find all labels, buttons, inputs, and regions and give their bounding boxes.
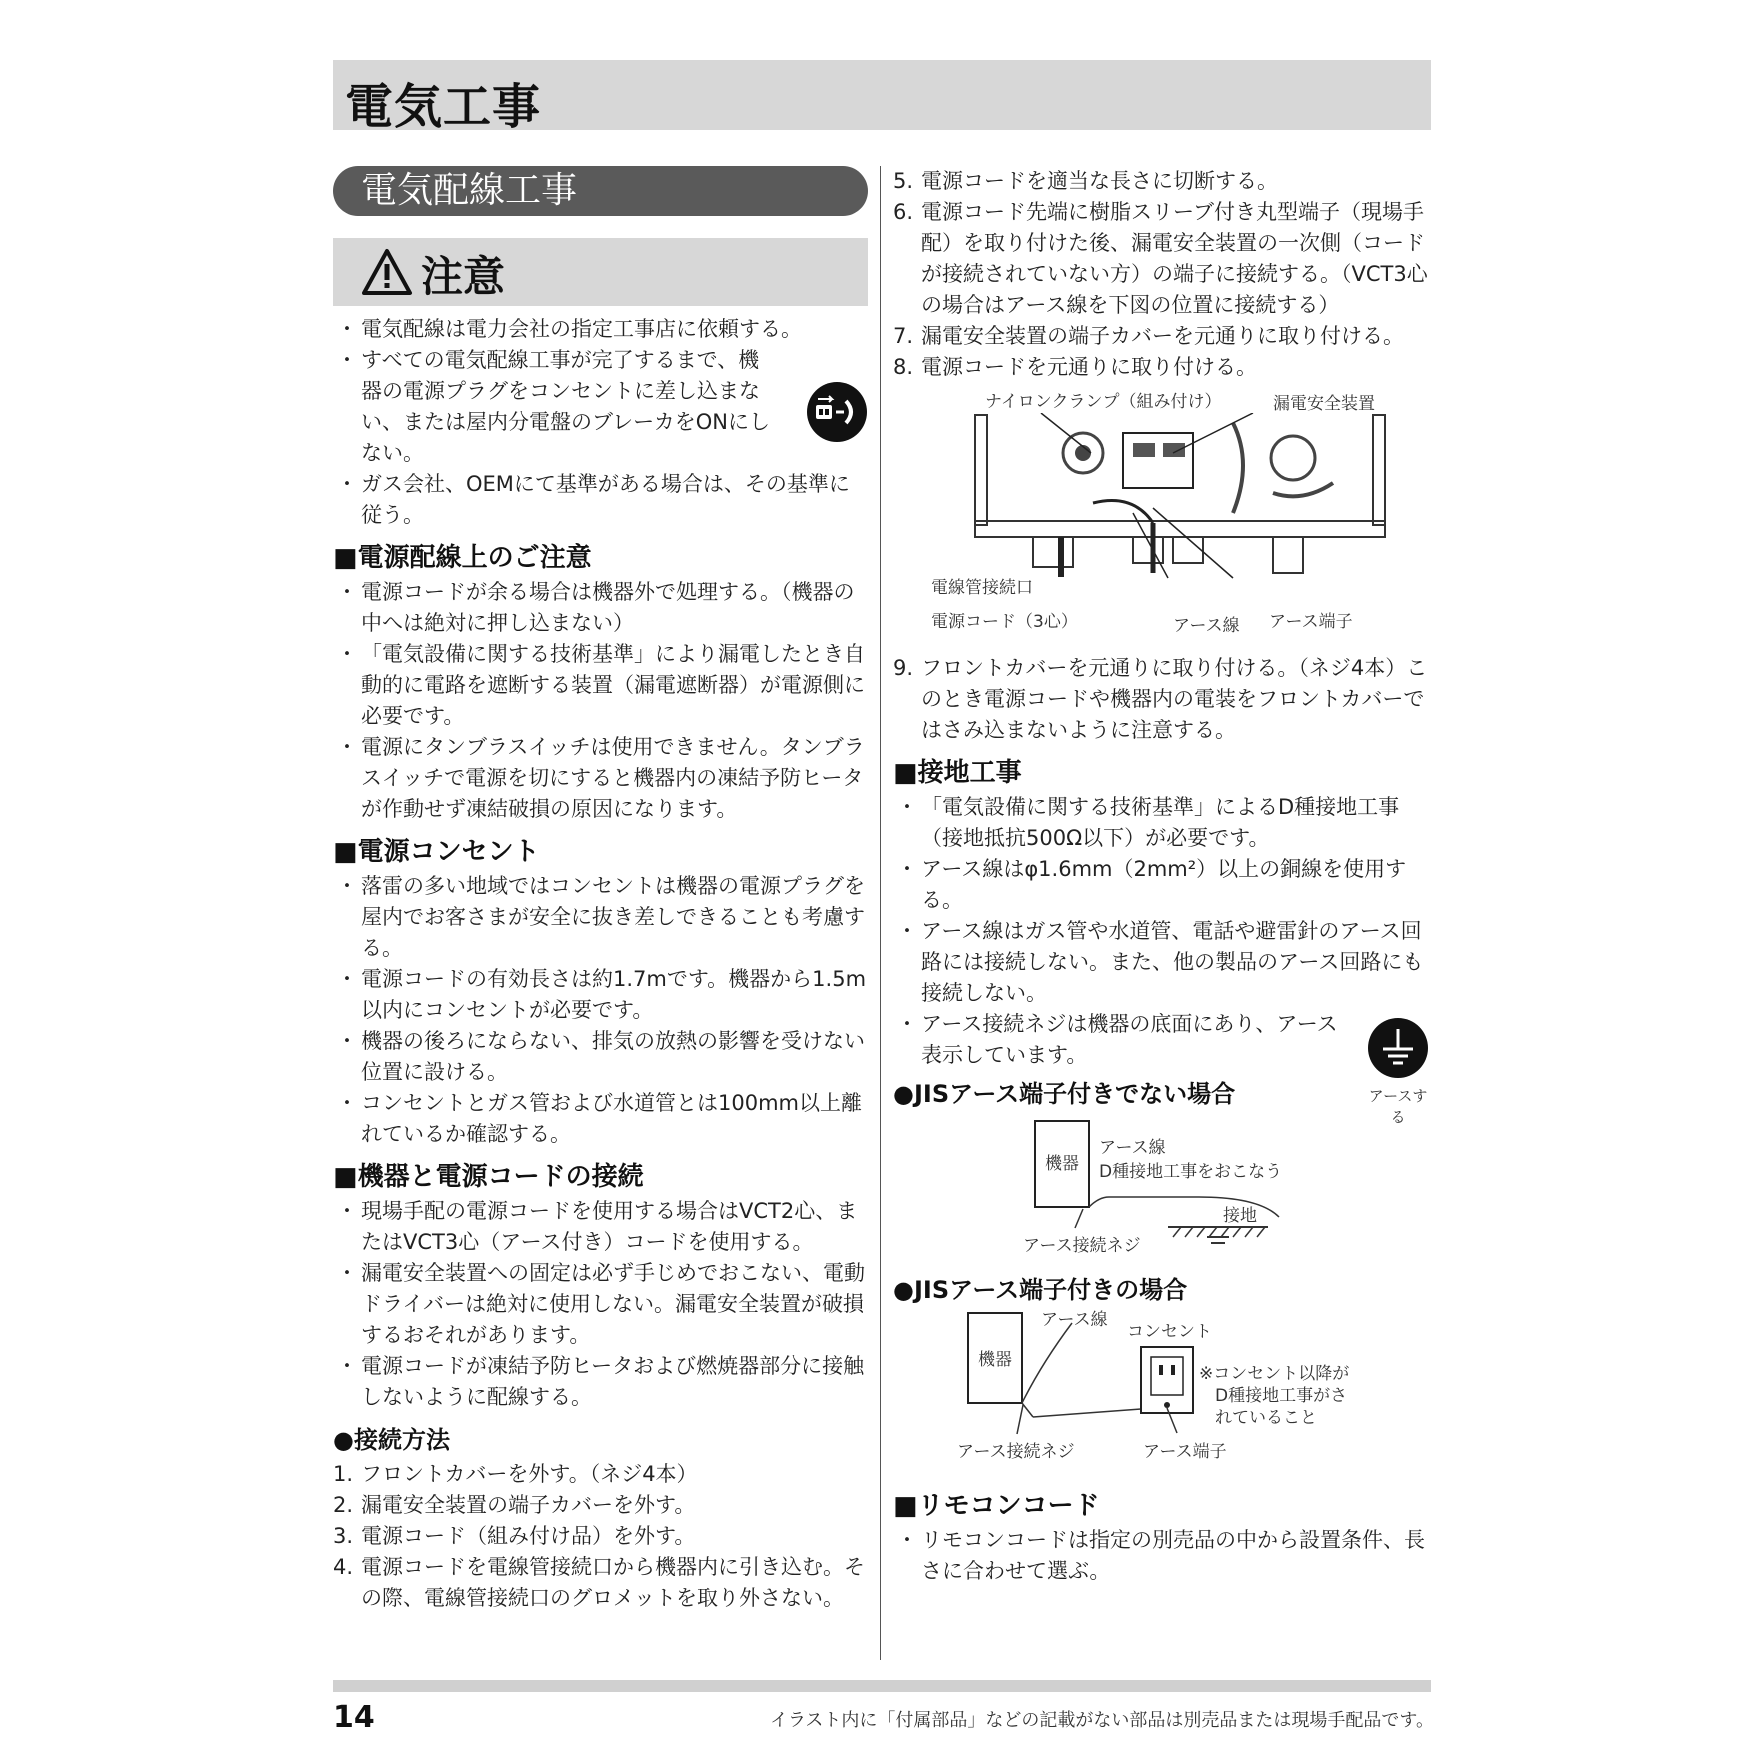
- list-item: ・ 電源コードが凍結予防ヒータおよび燃焼器部分に接触しないように配線する。: [336, 1354, 865, 1409]
- outlet-note-line-3: れていること: [1215, 1408, 1317, 1428]
- footer-bar: [333, 1680, 1431, 1692]
- earth-icon: [1367, 1017, 1429, 1079]
- no-jis-diagram: [893, 1113, 1433, 1263]
- device-label: 機器: [978, 1350, 1012, 1370]
- earth-terminal-label: アース端子: [1269, 612, 1353, 632]
- list-item: ・ リモコンコードは指定の別売品の中から設置条件、長さに合わせて選ぶ。: [896, 1528, 1425, 1583]
- leakage-device-label: 漏電安全装置: [1273, 394, 1375, 414]
- outlet-note-line-2: D種接地工事がさ: [1215, 1386, 1348, 1406]
- method-heading: ●接続方法: [333, 1426, 450, 1454]
- list-item: ・ 電源コードの有効長さは約1.7mです。機器から1.5m以内にコンセントが必要です。: [336, 967, 867, 1022]
- nylon-clamp-label: ナイロンクランプ（組み付け）: [985, 392, 1222, 412]
- conduit-port-label: 電線管接続口: [931, 578, 1033, 598]
- page-number: 14: [333, 1700, 375, 1735]
- column-divider: [880, 166, 881, 1660]
- step-item: 8. 電源コードを元通りに取り付ける。: [893, 355, 1257, 379]
- power-wiring-heading: ■電源配線上のご注意: [333, 543, 592, 573]
- list-item: ・ コンセントとガス管および水道管とは100mm以上離れているか確認する。: [336, 1091, 862, 1146]
- list-item: ・ 「電気設備に関する技術基準」により漏電したとき自動的に電路を遮断する装置（漏電遮断器）が電源側に必要です。: [336, 642, 865, 728]
- list-item: ・ 「電気設備に関する技術基準」によるD種接地工事（接地抵抗500Ω以下）が必要です。: [896, 795, 1400, 850]
- earth-wire-label: アース線: [1099, 1138, 1166, 1158]
- caution-item: ・ すべての電気配線工事が完了するまで、機器の電源プラグをコンセントに差し込まない、または屋内分電盤のブレーカをONにしない。: [336, 348, 770, 465]
- title-bar: [333, 60, 1431, 135]
- caution-item-with-icon: [333, 345, 868, 469]
- outlet-label: コンセント: [1127, 1322, 1212, 1342]
- warning-triangle-icon: [361, 248, 413, 296]
- outlet-heading: ■電源コンセント: [333, 837, 540, 867]
- remote-heading: ■リモコンコード: [893, 1491, 1100, 1521]
- earth-screw-label: アース接続ネジ: [1023, 1236, 1141, 1256]
- earth-symbol: [1363, 1017, 1433, 1127]
- connection-heading: ■機器と電源コードの接続: [333, 1162, 644, 1192]
- d-class-label: D種接地工事をおこなう: [1099, 1162, 1283, 1182]
- no-jis-heading: ●JISアース端子付きでない場合: [893, 1080, 1236, 1108]
- earth-wire-label: アース線: [1041, 1310, 1108, 1330]
- list-item: ・ アース接続ネジは機器の底面にあり、アース表示しています。: [896, 1012, 1338, 1067]
- with-jis-heading: ●JISアース端子付きの場合: [893, 1276, 1188, 1304]
- footer-note: イラスト内に「付属部品」などの記載がない部品は別売品または現場手配品です。: [769, 1710, 1434, 1731]
- unit-internal-illustration: [973, 413, 1393, 583]
- step-item: 2. 漏電安全装置の端子カバーを外す。: [333, 1493, 696, 1517]
- power-cord-label: 電源コード（3心）: [931, 612, 1078, 632]
- earth-wire-label: アース線: [1173, 616, 1240, 636]
- caution-item: ・ ガス会社、OEMにて基準がある場合は、その基準に従う。: [336, 472, 850, 527]
- list-item: ・ 機器の後ろにならない、排気の放熱の影響を受けない位置に設ける。: [336, 1029, 865, 1084]
- list-item: ・ アース線はφ1.6mm（2mm²）以上の銅線を使用する。: [896, 857, 1407, 912]
- grounding-heading: ■接地工事: [893, 758, 1022, 788]
- right-column: [893, 166, 1433, 1587]
- list-item: ・ 現場手配の電源コードを使用する場合はVCT2心、またはVCT3心（アース付き）コードを使用する。: [336, 1199, 858, 1254]
- list-item: ・ 電源コードが余る場合は機器外で処理する。（機器の中へは絶対に押し込まない）: [336, 580, 855, 635]
- step-item: 9. フロントカバーを元通りに取り付ける。（ネジ4本）このとき電源コードや機器内の電装をフロントカバーではさみ込まないように注意する。: [893, 656, 1428, 742]
- outlet-note-line-1: ※コンセント以降が: [1199, 1364, 1350, 1384]
- step-item: 3. 電源コード（組み付け品）を外す。: [333, 1524, 696, 1548]
- ground-label: 接地: [1223, 1206, 1257, 1226]
- list-item: ・ 電源にタンブラスイッチは使用できません。タンブラスイッチで電源を切にすると機器内の凍結予防ヒータが作動せず凍結破損の原因になります。: [336, 735, 865, 821]
- earth-screw-label: アース接続ネジ: [957, 1442, 1075, 1462]
- page-title: 電気工事: [345, 79, 542, 135]
- step-item: 6. 電源コード先端に樹脂スリーブ付き丸型端子（現場手配）を取り付けた後、漏電安全装置の一次側（コードが接続されていない方）の端子に接続する。（VCT3心の場合はアース線を下図の位置に接続する）: [893, 200, 1428, 317]
- with-jis-diagram: [893, 1309, 1433, 1479]
- earth-terminal-label: アース端子: [1143, 1442, 1227, 1462]
- earth-icon-caption: アースする: [1368, 1087, 1428, 1126]
- caution-label: 注意: [421, 252, 506, 301]
- caution-item: ・ 電気配線は電力会社の指定工事店に依頼する。: [336, 317, 802, 341]
- step-item: 4. 電源コードを電線管接続口から機器内に引き込む。その際、電線管接続口のグロメットを取り外さない。: [333, 1555, 865, 1610]
- step-item: 1. フロントカバーを外す。（ネジ4本）: [333, 1462, 698, 1486]
- step-item: 5. 電源コードを適当な長さに切断する。: [893, 169, 1278, 193]
- unplug-prohibited-icon: [806, 381, 868, 443]
- step-item: 7. 漏電安全装置の端子カバーを元通りに取り付ける。: [893, 324, 1404, 348]
- device-label: 機器: [1045, 1154, 1079, 1174]
- section-title: 電気配線工事: [333, 166, 868, 216]
- list-item: ・ アース線はガス管や水道管、電話や避雷針のアース回路には接続しない。また、他の製品のアース回路にも接続しない。: [896, 919, 1424, 1005]
- caution-box: [333, 238, 868, 306]
- list-item: ・ 漏電安全装置への固定は必ず手じめでおこない、電動ドライバーは絶対に使用しない。漏電安全装置が破損するおそれがあります。: [336, 1261, 865, 1347]
- unit-wiring-diagram: [893, 383, 1433, 647]
- list-item: ・ 落雷の多い地域ではコンセントは機器の電源プラグを屋内でお客さまが安全に抜き差しできることも考慮する。: [336, 874, 865, 960]
- left-column: [333, 166, 868, 1614]
